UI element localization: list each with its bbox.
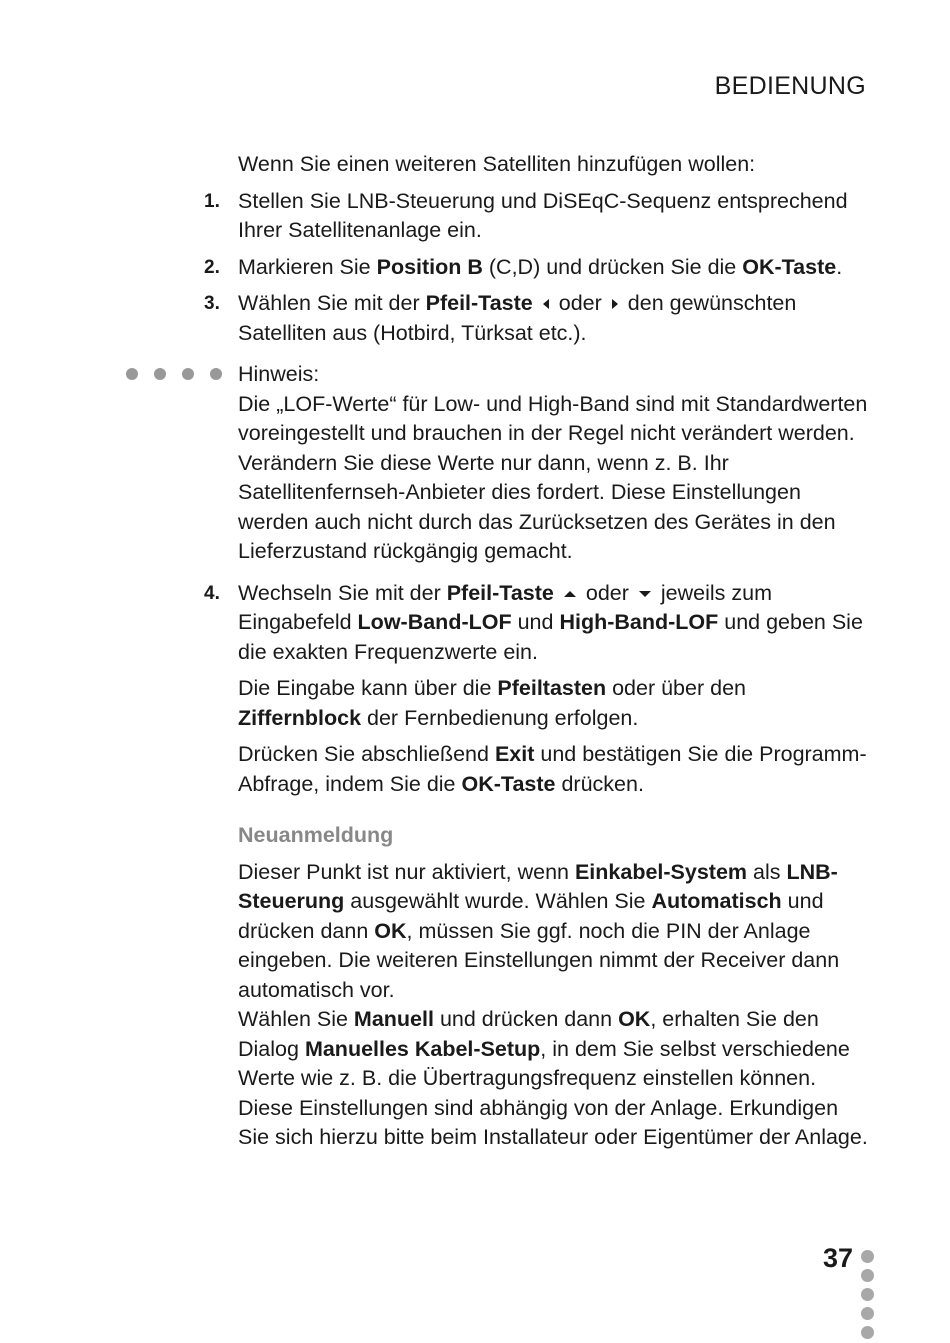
para-text: drücken.: [555, 771, 644, 796]
step-text: Stellen Sie LNB-Steuerung und DiSEqC-Sequenz entsprechend Ihrer Satellitenanlage ein.: [238, 188, 848, 242]
step-text: und geben Sie die exakten Frequenzwerte ein.: [238, 610, 863, 664]
para-text: und bestätigen Sie die Programm-Abfrage, indem Sie die: [238, 742, 867, 796]
step-4: [204, 579, 868, 668]
para-text: Dieser Punkt ist nur aktiviert, wenn: [238, 859, 575, 884]
para-text: , in dem Sie selbst verschiedene Werte wie z. B. die Übertragungsfrequenz einstellen können.: [238, 1036, 850, 1090]
step-2: [204, 253, 868, 283]
section-heading: Neuanmeldung: [238, 823, 394, 847]
step-text: den gewünschten Satelliten aus (Hotbird, Türksat etc.).: [238, 291, 797, 345]
note-block: [238, 360, 868, 567]
note-label: Hinweis:: [238, 362, 320, 386]
note-text: Die „LOF-Werte“ für Low- und High-Band sind mit Standardwerten voreingestellt und brauchen in der Regel nicht verändert werden. Verändern Sie diese Werte nur dann, wenn z. B. Ihr Satellitenfernseh-Anbieter dies fordert. Diese Einstellungen werden auch nicht durch das Zurücksetzen des Gerätes in den Lieferzustand rückgängig gemacht.: [238, 391, 868, 563]
section-paragraph-3: Diese Einstellungen sind abhängig von der Anlage. Erkundigen Sie sich hierzu bitte beim Installateur oder Eigentümer der Anlage.: [238, 1095, 868, 1149]
arrow-key-label: Pfeil-Taste: [446, 580, 554, 605]
position-b-label: Position B: [376, 254, 483, 279]
step-text: jeweils zum Eingabefeld: [238, 580, 773, 634]
arrow-left-icon: [543, 299, 549, 309]
page-number: 37: [823, 1243, 854, 1273]
para-text: der Fernbedienung erfolgen.: [361, 705, 639, 730]
para-text: , müssen Sie ggf. noch die PIN der Anlage eingeben. Die weiteren Einstellungen nimmt der Receiver dann automatisch vor.: [238, 918, 840, 1002]
ok-label: OK: [618, 1007, 651, 1031]
keypad-label: Ziffernblock: [238, 705, 362, 730]
manual-cable-setup-label: Manuelles Kabel-Setup: [304, 1036, 541, 1061]
arrow-keys-label: Pfeiltasten: [497, 676, 607, 700]
ok-key-label: OK-Taste: [461, 771, 556, 796]
section-paragraph-2: [238, 1005, 868, 1094]
step-text: .: [836, 254, 843, 279]
step-number: 1.: [204, 190, 220, 212]
para-text: und drücken dann: [238, 889, 824, 943]
step-3: [204, 289, 868, 348]
side-dots-icon: [861, 1250, 874, 1339]
dot-icon: [861, 1269, 874, 1282]
exit-label: Exit: [494, 742, 535, 766]
para-text: Die Eingabe kann über die: [238, 676, 498, 700]
manual-label: Manuell: [353, 1007, 434, 1031]
step-text: (C,D) und drücken Sie die: [482, 254, 743, 279]
einkabel-label: Einkabel-System: [574, 859, 748, 884]
para-text: und drücken dann: [433, 1007, 619, 1031]
input-paragraph: [238, 674, 868, 733]
dot-icon: [154, 368, 166, 380]
step-number: 3.: [204, 293, 220, 314]
step-text: und: [511, 610, 560, 634]
dot-icon: [861, 1288, 874, 1301]
arrow-up-icon: [564, 591, 576, 597]
exit-paragraph: [238, 740, 868, 799]
step-1: [204, 187, 868, 246]
dot-icon: [126, 368, 138, 380]
automatic-label: Automatisch: [651, 889, 782, 913]
page-header-title: BEDIENUNG: [714, 72, 866, 100]
dot-icon: [861, 1307, 874, 1320]
high-band-lof-label: High-Band-LOF: [559, 610, 719, 634]
step-text: Markieren Sie: [238, 254, 377, 279]
dot-icon: [182, 368, 194, 380]
intro-text: Wenn Sie einen weiteren Satelliten hinzufügen wollen:: [238, 152, 756, 176]
step-text: oder: [558, 291, 602, 315]
step-number: 4.: [204, 582, 220, 604]
arrow-right-icon: [612, 299, 618, 309]
step-text: Wählen Sie mit der: [238, 291, 426, 315]
ok-label: OK: [374, 918, 407, 943]
para-text: oder über den: [606, 676, 746, 700]
lnb-control-label: LNB-Steuerung: [238, 859, 838, 913]
note-dots-icon: [126, 360, 222, 380]
para-text: Drücken Sie abschließend: [238, 742, 495, 766]
step-number: 2.: [204, 256, 220, 278]
para-text: ausgewählt wurde. Wählen Sie: [344, 889, 652, 913]
ok-key-label: OK-Taste: [742, 254, 837, 279]
main-content: [204, 150, 868, 1153]
step-text: Wechseln Sie mit der: [238, 580, 447, 605]
para-text: als: [747, 859, 787, 884]
arrow-down-icon: [639, 591, 651, 597]
para-text: Wählen Sie: [238, 1007, 354, 1031]
section-paragraph-1: [238, 858, 868, 1006]
para-text: , erhalten Sie den Dialog: [238, 1007, 819, 1061]
arrow-key-label: Pfeil-Taste: [425, 291, 533, 315]
dot-icon: [861, 1250, 874, 1263]
dot-icon: [861, 1326, 874, 1339]
low-band-lof-label: Low-Band-LOF: [357, 610, 512, 634]
step-text: oder: [585, 580, 629, 605]
dot-icon: [210, 368, 222, 380]
